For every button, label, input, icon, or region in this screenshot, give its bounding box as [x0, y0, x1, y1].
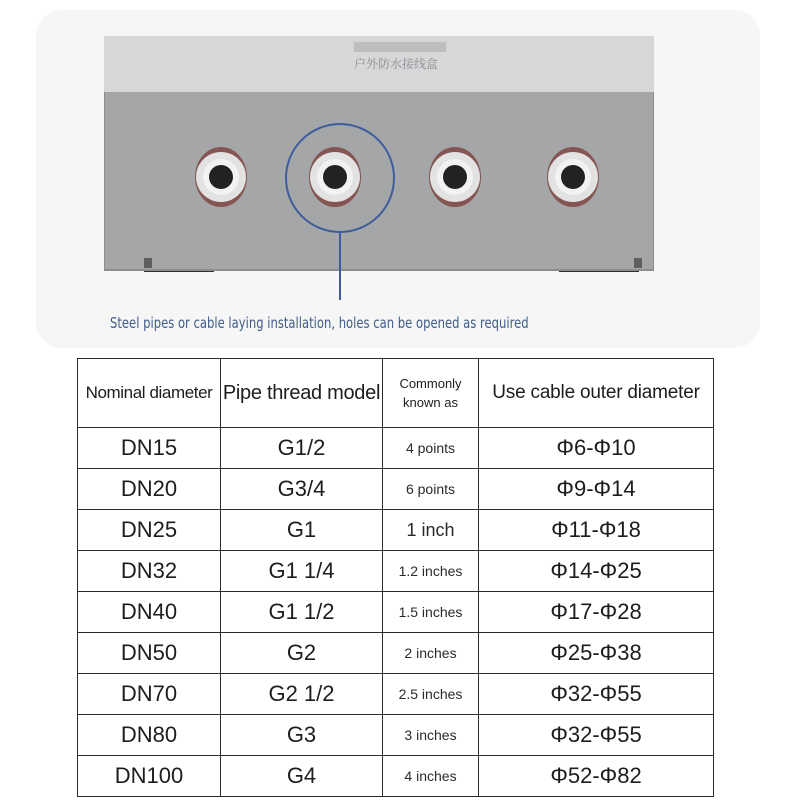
common-name-cell: 6 points: [383, 469, 479, 510]
table-row: [78, 592, 714, 633]
common-name-cell: 1.5 inches: [383, 592, 479, 633]
table-row: [78, 469, 714, 510]
nominal-diameter-cell: DN25: [78, 510, 221, 551]
table-row: [78, 756, 714, 797]
table-row: [78, 674, 714, 715]
thread-model-cell: G4: [221, 756, 383, 797]
thread-model-cell: G3/4: [221, 469, 383, 510]
table-header-row: [78, 359, 714, 428]
header-cable-outer-diameter: Use cable outer diameter: [479, 359, 714, 428]
common-name-cell: 4 inches: [383, 756, 479, 797]
common-name-cell: 2.5 inches: [383, 674, 479, 715]
cable-diameter-cell: Φ32-Φ55: [479, 715, 714, 756]
thread-model-cell: G2 1/2: [221, 674, 383, 715]
cable-diameter-cell: Φ6-Φ10: [479, 428, 714, 469]
header-commonly-known-as: Commonly known as: [383, 359, 479, 428]
table-row: [78, 715, 714, 756]
header-pipe-thread-model: Pipe thread model: [221, 359, 383, 428]
common-name-cell: 1 inch: [383, 510, 479, 551]
cable-diameter-cell: Φ9-Φ14: [479, 469, 714, 510]
thread-model-cell: G2: [221, 633, 383, 674]
cable-diameter-cell: Φ32-Φ55: [479, 674, 714, 715]
cable-gland-2: [309, 147, 361, 207]
junction-box-image: [104, 36, 654, 272]
thread-model-cell: G1/2: [221, 428, 383, 469]
common-name-cell: 4 points: [383, 428, 479, 469]
nominal-diameter-cell: DN20: [78, 469, 221, 510]
cable-diameter-cell: Φ14-Φ25: [479, 551, 714, 592]
cable-gland-3: [429, 147, 481, 207]
nominal-diameter-cell: DN100: [78, 756, 221, 797]
common-name-cell: 1.2 inches: [383, 551, 479, 592]
thread-model-cell: G1 1/2: [221, 592, 383, 633]
cable-diameter-cell: Φ11-Φ18: [479, 510, 714, 551]
nominal-diameter-cell: DN80: [78, 715, 221, 756]
cable-diameter-cell: Φ52-Φ82: [479, 756, 714, 797]
thread-model-cell: G1 1/4: [221, 551, 383, 592]
table-row: [78, 633, 714, 674]
table-row: [78, 551, 714, 592]
photo-caption: Steel pipes or cable laying installation, holes can be opened as required: [110, 314, 529, 332]
common-name-cell: 3 inches: [383, 715, 479, 756]
common-name-cell: 2 inches: [383, 633, 479, 674]
cable-diameter-cell: Φ17-Φ28: [479, 592, 714, 633]
device-label: 户外防水接线盒: [353, 57, 439, 71]
nominal-diameter-cell: DN32: [78, 551, 221, 592]
cable-gland-1: [195, 147, 247, 207]
cable-gland-4: [547, 147, 599, 207]
table-row: [78, 428, 714, 469]
nominal-diameter-cell: DN70: [78, 674, 221, 715]
table-row: [78, 510, 714, 551]
nominal-diameter-cell: DN50: [78, 633, 221, 674]
header-nominal-diameter: Nominal diameter: [78, 359, 221, 428]
thread-model-cell: G1: [221, 510, 383, 551]
nominal-diameter-cell: DN15: [78, 428, 221, 469]
thread-model-cell: G3: [221, 715, 383, 756]
pointer-line-extension: [339, 272, 341, 300]
cable-diameter-cell: Φ25-Φ38: [479, 633, 714, 674]
nominal-diameter-cell: DN40: [78, 592, 221, 633]
pipe-spec-table: [77, 358, 714, 797]
